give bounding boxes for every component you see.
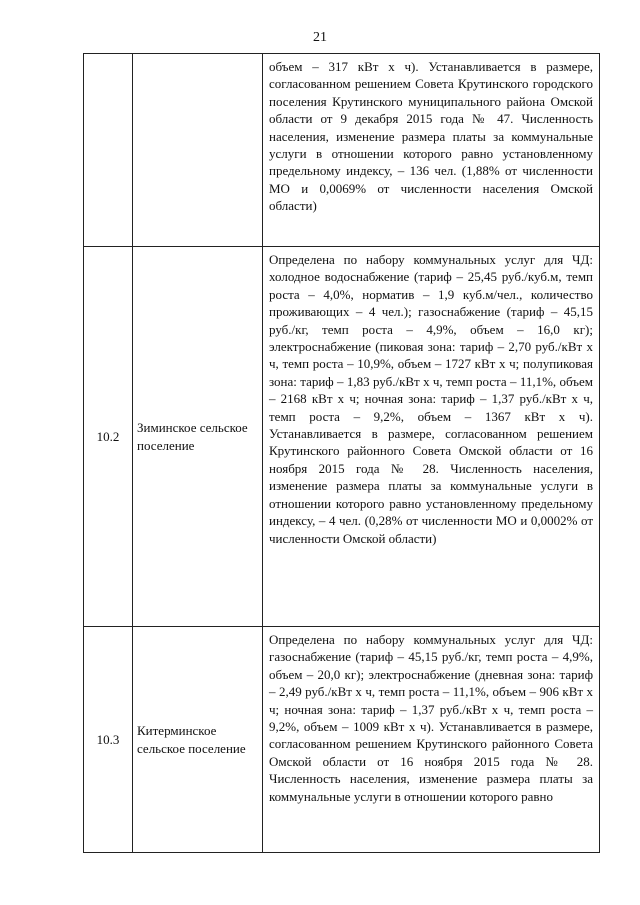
tariff-description (263, 54, 600, 247)
row-number: 10.2 (84, 247, 133, 627)
tariff-description (263, 627, 600, 853)
municipality-name: Китерминское сельское поселение (133, 627, 263, 853)
table-row (84, 54, 600, 247)
municipality-name: Зиминское сельское поселение (133, 247, 263, 627)
description-text: Определена по набору коммунальных услуг для ЧД: холодное водоснабжение (тариф – 25,45 руб./куб.м, темп роста – 4,0%, норматив – 1,9 куб.м/чел., количество проживающих – 4 чел.); газоснабжение (тариф – 45,15 руб./кг, темп роста – 4,9%, объем – 16,0 кг); электроснабжение (пиковая зона: тариф – 2,70 руб./кВт х ч, темп роста – 10,9%, объем – 1727 кВт х ч; полупиковая зона: тариф – 1,83 руб./кВт х ч, темп роста – 11,1%, объем – 2168 кВт х ч; ночная зона: тариф – 1,37 руб./кВт х ч, темп роста – 9,2%, объем – 1367 кВт х ч). Устанавливается в размере, согласованном решением Крутинского районного Совета Омской области от 16 ноября 2015 года № 28. Численность населения, изменение размера платы за коммунальные услуги в отношении которого равно установленному предельному индексу, – 4 чел. (0,28% от численности МО и 0,0002% от численности Омской области) (269, 252, 593, 546)
page-number: 21 (313, 30, 327, 45)
municipality-name (133, 54, 263, 247)
table-row (84, 247, 600, 627)
tariff-description (263, 247, 600, 627)
row-number: 10.3 (84, 627, 133, 853)
tariff-table (83, 53, 600, 853)
row-number (84, 54, 133, 247)
description-text: Определена по набору коммунальных услуг для ЧД: газоснабжение (тариф – 45,15 руб./кг, темп роста – 4,9%, объем – 20,0 кг); электроснабжение (дневная зона: тариф – 2,49 руб./кВт х ч, темп роста – 11,1%, объем – 906 кВт х ч; ночная зона: тариф – 1,37 руб./кВт х ч, темп роста – 9,2%, объем – 1009 кВт х ч). Устанавливается в размере, согласованном решением Крутинского районного Совета Омской области от 16 ноября 2015 года № 28. Численность населения, изменение размера платы за коммунальные услуги в отношении которого равно (269, 632, 593, 804)
table-row (84, 627, 600, 853)
description-text: объем – 317 кВт х ч). Устанавливается в размере, согласованном решением Совета Крутинского городского поселения Крутинского муниципального района Омской области от 9 декабря 2015 года № 47. Численность населения, изменение размера платы за коммунальные услуги в отношении которого равно установленному предельному индексу, – 136 чел. (1,88% от численности МО и 0,0069% от численности населения Омской области) (269, 59, 593, 214)
